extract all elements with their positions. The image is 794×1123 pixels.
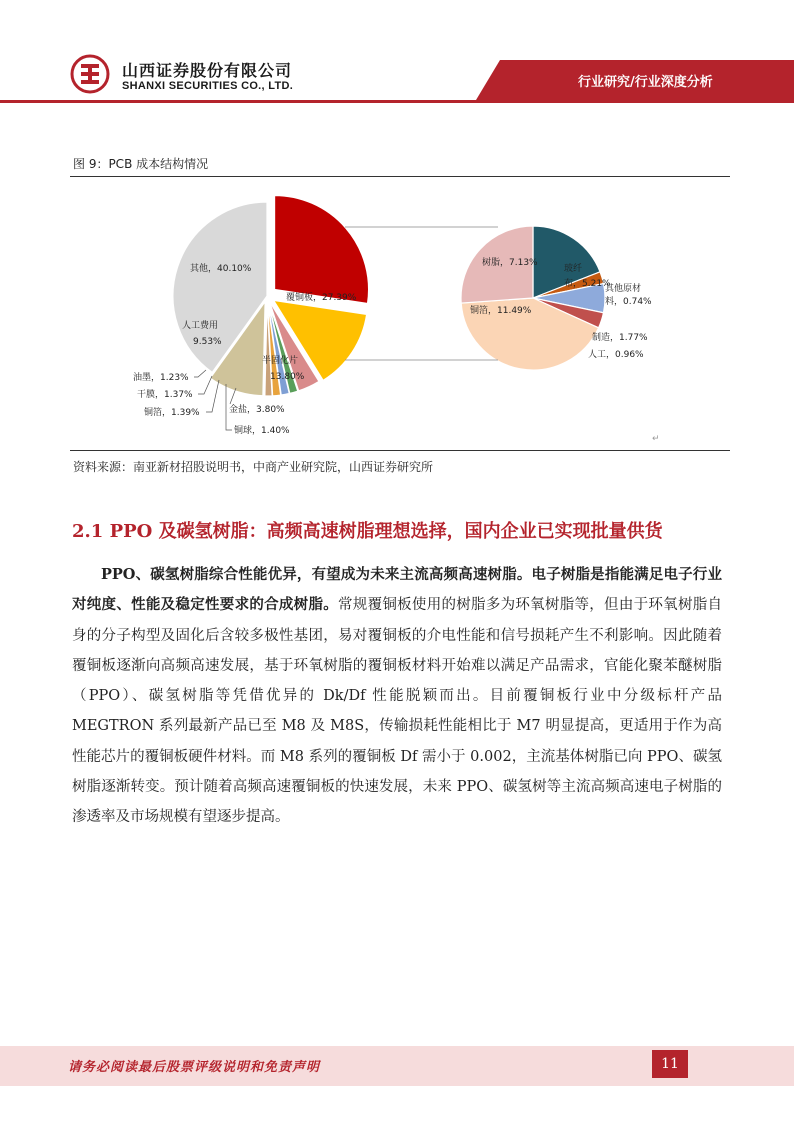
label-youmo: 油墨，1.23% <box>133 373 189 383</box>
label-qitayuancai-name: 其他原材 <box>605 284 642 294</box>
figure-title: 图 9：PCB 成本结构情况 <box>73 157 209 171</box>
leader-youmo <box>194 370 206 377</box>
report-section-label: 行业研究/行业深度分析 <box>578 75 713 90</box>
figure-source: 资料来源：南亚新材招股说明书，中商产业研究院，山西证券研究所 <box>73 460 434 474</box>
pie-chart-ccl-cost <box>461 226 605 370</box>
leader-ganmo <box>198 376 212 394</box>
figure-rule-bottom <box>70 450 730 451</box>
label-bangu-name: 半固化片 <box>262 356 299 366</box>
label-zhizao: 制造，1.77% <box>592 333 648 343</box>
label-bangu-value: 13.80% <box>270 372 305 382</box>
pcb-cost-chart <box>0 0 794 450</box>
return-mark: ↵ <box>652 434 660 444</box>
company-name-cn: 山西证券股份有限公司 <box>122 61 293 80</box>
label-jinyan: 金盐，3.80% <box>229 405 285 415</box>
label-boxian-name: 玻纤 <box>564 264 583 274</box>
label-boxian-value: 布，5.21% <box>564 279 611 289</box>
label-ganmo: 干膜，1.37% <box>137 390 193 400</box>
paragraph-body: 常规覆铜板使用的树脂多为环氧树脂等，但由于环氧树脂自身的分子构型及固化后含较多极性基团，易对覆铜板的介电性能和信号损耗产生不利影响。因此随着覆铜板逐渐向高频高速发展，基于环氧树脂的覆铜板材料开始难以满足产品需求，官能化聚苯醚树脂（PPO）、碳氢树脂等凭借优异的 Dk/Df 性能脱颖而出。目前覆铜板行业中分级标杆产品 MEGTRON 系列最新产品已至 M8 及 M8S，传输损耗性能相比于 M7 明显提高，更适用于作为高性能芯片的覆铜板硬件材料。而 M8 系列的覆铜板 Df 需小于 0.002，主流基体树脂已向 PPO、碳氢树脂逐渐转变。预计随着高频高速覆铜板的快速发展，未来 PPO、碳氢树等主流高频高速电子树脂的渗透率及市场规模有望逐步提高。 <box>72 597 723 826</box>
page-number: 11 <box>652 1050 688 1078</box>
footer-disclaimer: 请务必阅读最后股票评级说明和免责声明 <box>68 1060 321 1075</box>
label-qitayuancai-value: 料，0.74% <box>605 297 652 307</box>
body-paragraph <box>72 560 722 833</box>
label-rengong-name: 人工费用 <box>182 321 219 331</box>
section-heading: 2.1 PPO 及碳氢树脂：高频高速树脂理想选择，国内企业已实现批量供货 <box>72 521 663 542</box>
label-rengong2: 人工，0.96% <box>588 350 644 360</box>
pie-slice-1 <box>275 195 369 303</box>
label-tongbo2: 铜箔，11.49% <box>470 306 532 316</box>
label-rengong-value: 9.53% <box>193 337 222 347</box>
label-qita: 其他，40.10% <box>190 264 252 274</box>
paragraph-lead: PPO、碳氢树脂综合性能优异，有望成为未来主流高频高速树脂。电子树脂是指能满足电子行业对纯度、性能及稳定性要求的合成树脂。 <box>72 566 722 614</box>
label-tongqiu: 铜球，1.40% <box>234 426 290 436</box>
label-shuzhi: 树脂，7.13% <box>482 258 538 268</box>
label-futongban: 覆铜板，27.39% <box>286 293 357 303</box>
label-tongbo1: 铜箔，1.39% <box>144 408 200 418</box>
company-name-en: SHANXI SECURITIES CO., LTD. <box>122 80 294 92</box>
